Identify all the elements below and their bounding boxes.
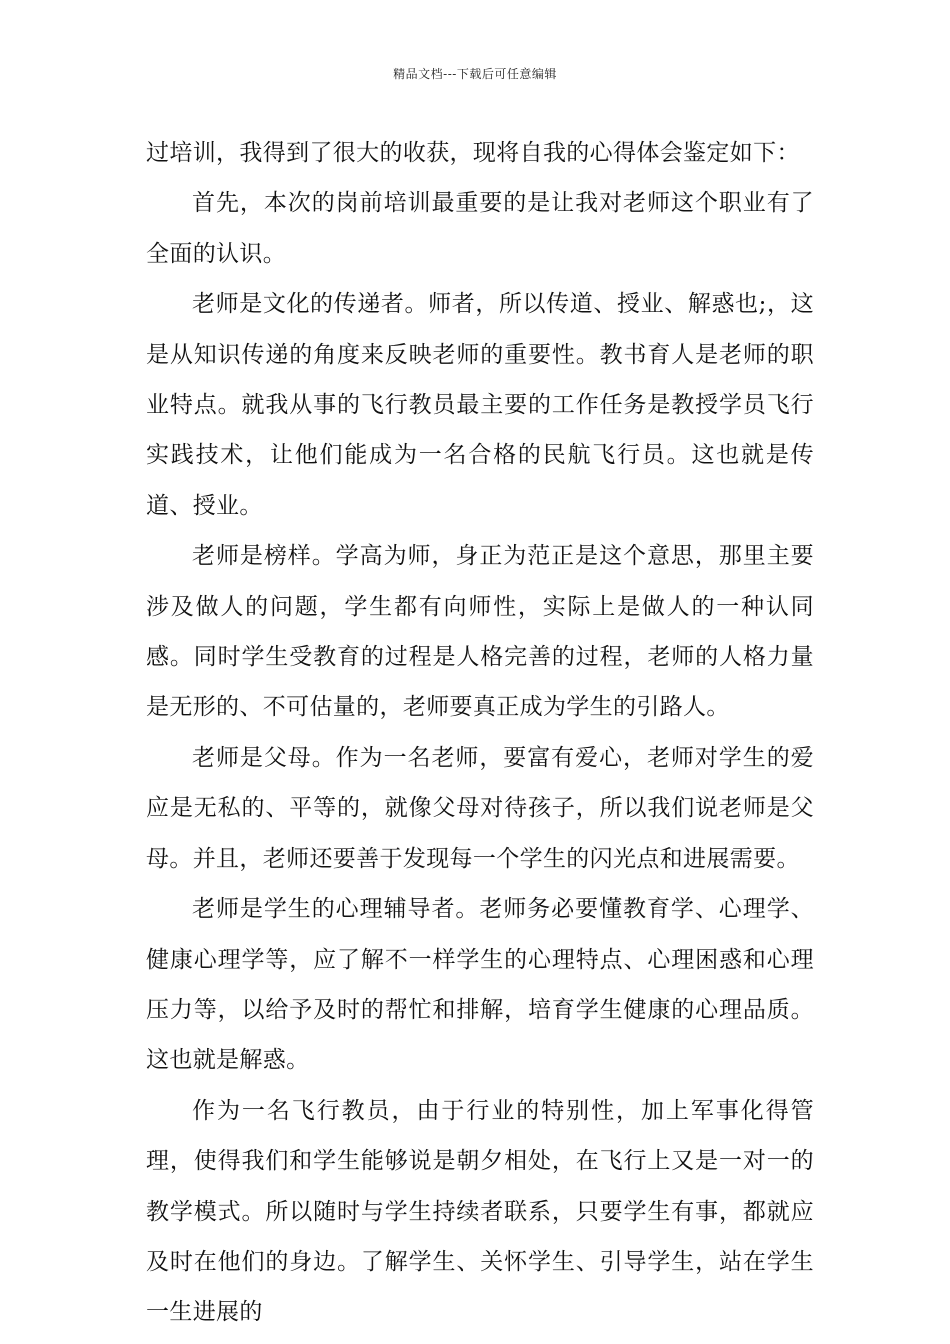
- paragraph-teacher-transmitter: 老师是文化的传递者。师者，所以传道、授业、解惑也;，这是从知识传递的角度来反映老师的重要性。教书育人是老师的职业特点。就我从事的飞行教员最主要的工作任务是教授学员飞行实践技术，让他们能成为一名合格的民航飞行员。这也就是传道、授业。: [146, 291, 814, 519]
- document-body: [146, 128, 814, 1338]
- paragraph-first: 首先，本次的岗前培训最重要的是让我对老师这个职业有了全面的认识。: [146, 190, 814, 267]
- paragraph-teacher-counselor: 老师是学生的心理辅导者。老师务必要懂教育学、心理学、健康心理学等，应了解不一样学生的心理特点、心理困惑和心理压力等，以给予及时的帮忙和排解，培育学生健康的心理品质。这也就是解惑。: [146, 896, 814, 1074]
- page-header: 精品文档---下载后可任意编辑: [393, 67, 557, 81]
- paragraph-continuation: 过培训，我得到了很大的收获，现将自我的心得体会鉴定如下：: [146, 140, 800, 166]
- paragraph-teacher-role-model: 老师是榜样。学高为师，身正为范正是这个意思，那里主要涉及做人的问题，学生都有向师性，实际上是做人的一种认同感。同时学生受教育的过程是人格完善的过程，老师的人格力量是无形的、不可估量的，老师要真正成为学生的引路人。: [146, 543, 814, 721]
- paragraph-teacher-parent: 老师是父母。作为一名老师，要富有爱心，老师对学生的爱应是无私的、平等的，就像父母对待孩子，所以我们说老师是父母。并且，老师还要善于发现每一个学生的闪光点和进展需要。: [146, 744, 814, 872]
- paragraph-flight-instructor: 作为一名飞行教员，由于行业的特别性，加上军事化得管理，使得我们和学生能够说是朝夕相处，在飞行上又是一对一的教学模式。所以随时与学生持续者联系，只要学生有事，都就应及时在他们的身边。了解学生、关怀学生、引导学生，站在学生一生进展的: [146, 1097, 814, 1326]
